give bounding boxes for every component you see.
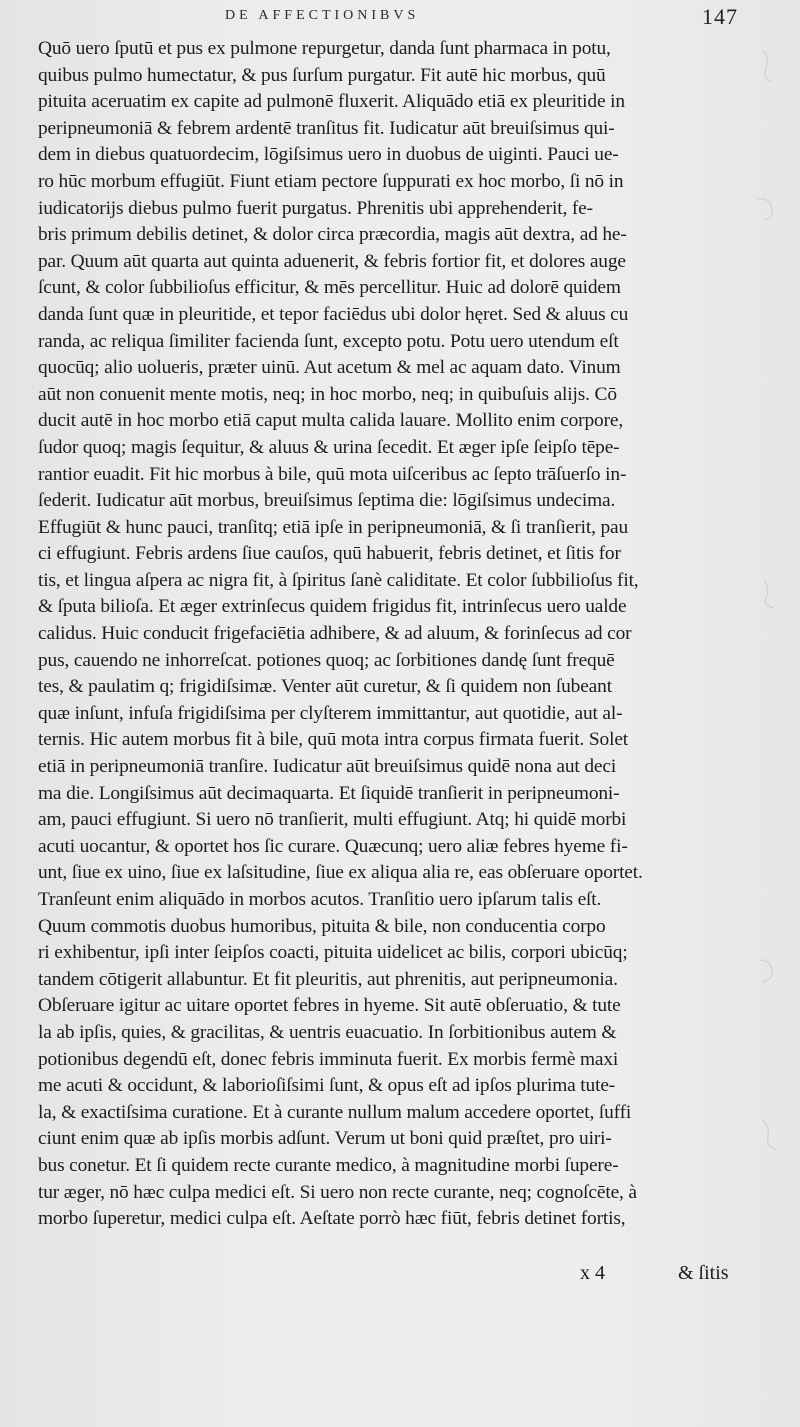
text-line: am, pauci effugiunt. Si uero nō tranſierit, multi effugiunt. Atq; hi quidē morbi	[38, 809, 627, 831]
text-line: tur æger, nō hæc culpa medici eſt. Si uero non recte curante, neq; cognoſcēte, à	[38, 1181, 637, 1203]
text-line: ſcunt, & color ſubbilioſus efficitur, & mēs percellitur. Huic ad dolorē quidem	[38, 277, 621, 299]
text-line: randa, ac reliqua ſimiliter facienda ſunt, excepto potu. Potu uero utendum eſt	[38, 330, 619, 352]
margin-bleed-marks	[752, 40, 800, 1240]
text-line: morbo ſuperetur, medici culpa eſt. Aeſtate porrò hæc fiūt, febris detinet fortis,	[38, 1208, 626, 1230]
text-line: la ab ipſis, quies, & gracilitas, & uentris euacuatio. In ſorbitionibus autem &	[38, 1021, 617, 1043]
running-head: DE AFFECTIONIBVS	[225, 8, 420, 23]
text-line: Obſeruare igitur ac uitare oportet febres in hyeme. Sit autē obſeruatio, & tute	[38, 995, 621, 1017]
text-line: danda ſunt quæ in pleuritide, et tepor faciēdus ubi dolor hęret. Sed & aluus cu	[38, 303, 629, 325]
text-line: pus, cauendo ne inhorreſcat. potiones quoq; ac ſorbitiones dandę ſunt frequē	[38, 649, 615, 671]
text-line: bus conetur. Et ſi quidem recte curante medico, à magnitudine morbi ſupere-	[38, 1154, 619, 1176]
text-line: aūt non conuenit mente motis, neq; in hoc morbo, neq; in quibuſuis alijs. Cō	[38, 383, 617, 405]
text-line: ma die. Longiſsimus aūt decimaquarta. Et ſiquidē tranſierit in peripneumoni-	[38, 782, 620, 804]
text-line: tes, & paulatim q; frigidiſsimæ. Venter aūt curetur, & ſi quidem non ſubeant	[38, 676, 612, 698]
text-line: peripneumoniā & febrem ardentē tranſitus fit. Iudicatur aūt breuiſsimus qui-	[38, 117, 615, 139]
text-line: ri exhibentur, ipſi inter ſeipſos coacti, pituita uidelicet ac bilis, corpori ubicūq;	[38, 942, 628, 964]
text-line: quibus pulmo humectatur, & pus ſurſum purgatur. Fit autē hic morbus, quū	[38, 64, 606, 86]
text-line: Effugiūt & hunc pauci, tranſitq; etiā ipſe in peripneumoniā, & ſi tranſierit, pau	[38, 516, 629, 538]
text-line: me acuti & occidunt, & laborioſiſsimi ſunt, & opus eſt ad ipſos plurima tute-	[38, 1075, 616, 1097]
text-line: etiā in peripneumoniā tranſire. Iudicatur aūt breuiſsimus quidē nona aut deci	[38, 756, 617, 778]
catchword: & ſitis	[678, 1262, 729, 1284]
signature-mark: x 4	[580, 1262, 605, 1284]
text-line: ciunt enim quæ ab ipſis morbis adſunt. Verum ut boni quid præſtet, pro uiri-	[38, 1128, 612, 1150]
text-line: Quum commotis duobus humoribus, pituita & bile, non conducentia corpo	[38, 915, 606, 937]
text-line: tis, et lingua aſpera ac nigra fit, à ſpiritus ſanè caliditate. Et color ſubbilioſus fit,	[38, 569, 639, 591]
text-line: rantior euadit. Fit hic morbus à bile, quū mota uiſceribus ac ſepto trāſuerſo in-	[38, 463, 627, 485]
text-line: potionibus degendū eſt, donec febris imminuta fuerit. Ex morbis fermè maxi	[38, 1048, 619, 1070]
text-line: acuti uocantur, & oportet hos ſic curare. Quæcunq; uero aliæ febres hyeme fi-	[38, 835, 628, 857]
text-line: tandem cōtigerit allabuntur. Et fit pleuritis, aut phrenitis, aut peripneumonia.	[38, 968, 618, 990]
text-line: ſudor quoq; magis ſequitur, & aluus & urina ſecedit. Et æger ipſe ſeipſo tēpe-	[38, 436, 620, 458]
text-line: unt, ſiue ex uino, ſiue ex laſsitudine, ſiue ex aliqua alia re, eas obſeruare oportet.	[38, 862, 643, 884]
page-number: 147	[702, 4, 738, 29]
page-footer	[38, 1262, 738, 1292]
text-line: bris primum debilis detinet, & dolor circa præcordia, magis aūt dextra, ad he-	[38, 224, 627, 246]
text-line: quocūq; alio uolueris, præter uinū. Aut acetum & mel ac aquam dato. Vinum	[38, 357, 621, 379]
body-text	[38, 36, 738, 1233]
text-line: par. Quum aūt quarta aut quinta aduenerit, & febris fortior fit, et dolores auge	[38, 250, 626, 272]
text-line: & ſputa bilioſa. Et æger extrinſecus quidem frigidus fit, intrinſecus uero ualde	[38, 596, 627, 618]
text-line: iudicatorijs diebus pulmo fuerit purgatus. Phrenitis ubi apprehenderit, fe-	[38, 197, 593, 219]
text-line: ro hūc morbum effugiūt. Fiunt etiam pectore ſuppurati ex hoc morbo, ſi nō in	[38, 170, 624, 192]
text-line: ſederit. Iudicatur aūt morbus, breuiſsimus ſeptima die: lōgiſsimus undecima.	[38, 490, 616, 512]
text-line: ducit autē in hoc morbo etiā caput multa calida lauare. Mollito enim corpore,	[38, 410, 624, 432]
text-line: quæ inſunt, infuſa frigidiſsima per clyſterem immittantur, aut quotidie, aut al-	[38, 702, 623, 724]
text-line: la, & exactiſsima curatione. Et à curante nullum malum accedere oportet, ſuffi	[38, 1101, 632, 1123]
text-line: pituita aceruatim ex capite ad pulmonē fluxerit. Aliquādo etiā ex pleuritide in	[38, 91, 625, 113]
text-line: Tranſeunt enim aliquādo in morbos acutos. Tranſitio uero ipſarum talis eſt.	[38, 889, 602, 910]
text-line: dem in diebus quatuordecim, lōgiſsimus uero in duobus de uiginti. Pauci ue-	[38, 144, 619, 166]
text-line: ci effugiunt. Febris ardens ſiue cauſos, quū habuerit, febris detinet, et ſitis for	[38, 543, 621, 565]
text-line: Quō uero ſputū et pus ex pulmone repurgetur, danda ſunt pharmaca in potu,	[38, 38, 611, 59]
text-line: ternis. Hic autem morbus fit à bile, quū mota intra corpus firmata fuerit. Solet	[38, 729, 629, 751]
text-line: calidus. Huic conducit frigefaciētia adhibere, & ad aluum, & forinſecus ad cor	[38, 623, 632, 645]
